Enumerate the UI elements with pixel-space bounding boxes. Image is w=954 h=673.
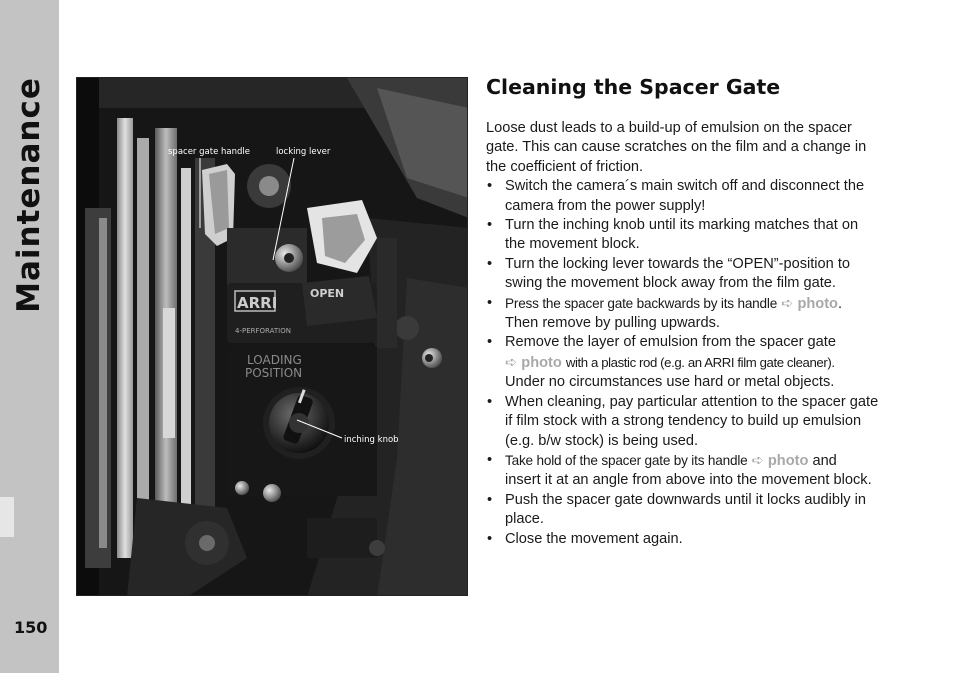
step-text: Switch the camera´s main switch off and disconnect the camera from the power supply! (505, 178, 865, 214)
photo-ref-arrow-icon: ➪ (505, 354, 518, 371)
steps-list (486, 177, 882, 549)
tab-marker (0, 497, 14, 537)
bullet: • (487, 491, 493, 508)
perforation-text: 4-PERFORATION (235, 327, 291, 335)
photo-ref-link[interactable]: photo (767, 452, 809, 469)
open-mark-text: OPEN (310, 287, 345, 300)
step-text: When cleaning, pay particular attention to the spacer gate if film stock with a strong tendency to build up emulsion (e.g. b/w stock) is being used. (505, 393, 879, 449)
list-item (486, 393, 882, 451)
step-text: and (812, 452, 837, 469)
step-text: Take hold of the spacer gate by its handle (505, 452, 748, 468)
bullet: • (487, 294, 493, 311)
step-text: Then remove by pulling upwards. (505, 315, 720, 332)
bullet: • (487, 217, 493, 234)
loading-text: LOADING (247, 353, 302, 367)
page-heading: Cleaning the Spacer Gate (486, 75, 781, 99)
page-number: 150 (14, 618, 48, 637)
step-text: Under no circumstances use hard or metal objects. (505, 374, 835, 391)
sidebar (0, 0, 59, 673)
bullet: • (487, 530, 493, 547)
step-text: Turn the locking lever towards the “OPEN”-position to swing the movement block away from the film gate. (505, 255, 850, 292)
step-text: Turn the inching knob until its marking matches that on the movement block. (505, 217, 859, 253)
list-item (486, 491, 882, 530)
body-text (486, 119, 882, 549)
bullet: • (487, 393, 493, 410)
list-item (486, 333, 882, 392)
step-text: Remove the layer of emulsion from the spacer gate (505, 334, 836, 351)
photo-ref-link[interactable]: photo (797, 295, 838, 312)
arri-logo-text: ARRI (237, 294, 278, 312)
list-item (486, 530, 882, 549)
list-item (486, 177, 882, 216)
list-item (486, 216, 882, 255)
list-item (486, 255, 882, 294)
camera-movement-photo (76, 77, 468, 596)
inching-knob-label: inching knob (344, 435, 399, 445)
list-item (486, 294, 882, 334)
bullet: • (487, 255, 493, 272)
step-text: Close the movement again. (505, 530, 683, 547)
step-text: insert it at an angle from above into the movement block. (505, 472, 872, 489)
step-text: Press the spacer gate backwards by its handle (505, 295, 778, 311)
step-text: Push the spacer gate downwards until it locks audibly in place. (505, 491, 866, 528)
locking-lever-label: locking lever (276, 147, 331, 157)
list-item (486, 451, 882, 491)
spacer-gate-handle-label: spacer gate handle (168, 147, 250, 157)
step-text: . (837, 295, 843, 312)
photo-ref-arrow-icon: ➪ (751, 452, 764, 469)
intro-paragraph: Loose dust leads to a build-up of emulsion on the spacer gate. This can cause scratches on the film and a change in the coefficient of friction. (486, 120, 867, 175)
bullet: • (487, 334, 493, 351)
section-title: Maintenance (11, 77, 47, 313)
step-text: with a plastic rod (e.g. an ARRI film gate cleaner). (565, 354, 835, 370)
camera-illustration (77, 78, 468, 596)
position-text: POSITION (245, 366, 303, 380)
bullet: • (487, 451, 493, 468)
photo-ref-link[interactable]: photo (521, 354, 562, 371)
bullet: • (487, 178, 493, 195)
photo-ref-arrow-icon: ➪ (781, 295, 794, 312)
